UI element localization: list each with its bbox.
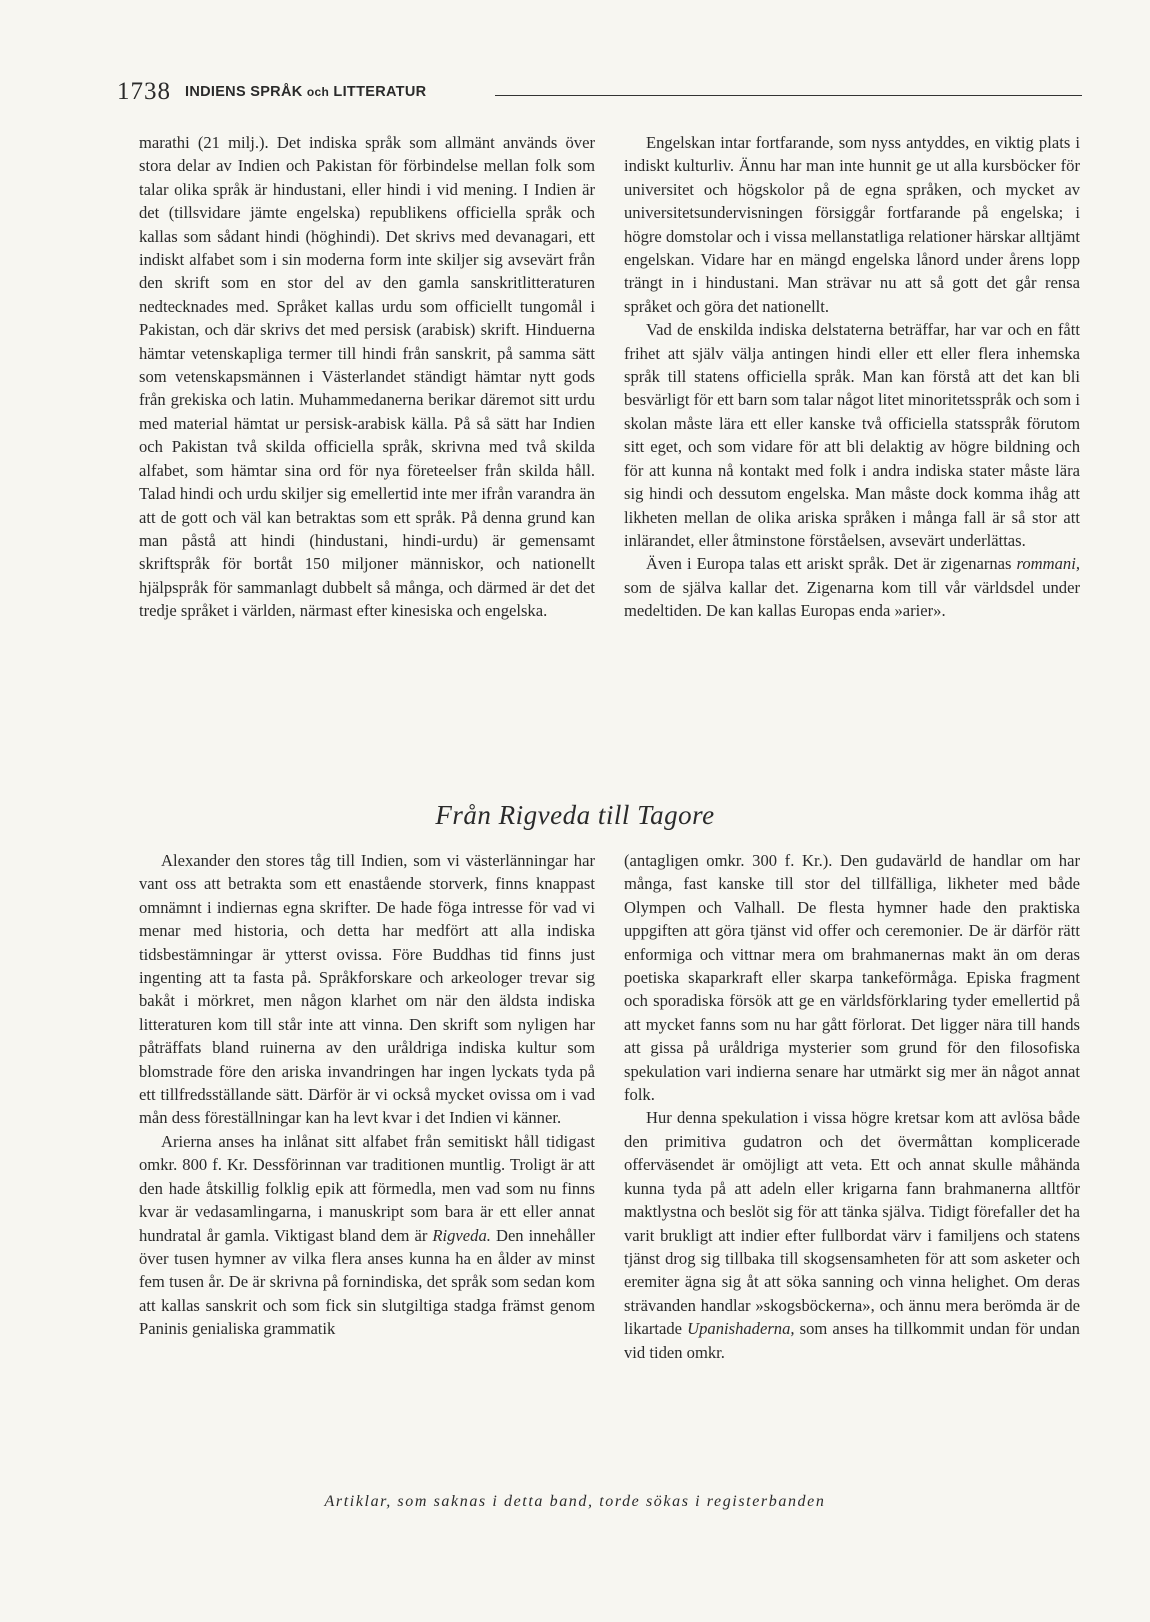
page-footer-note: Artiklar, som saknas i detta band, torde sökas i registerbanden <box>324 1493 826 1510</box>
text-run: Även i Europa talas ett ariskt språk. Det är zigenarnas <box>646 554 1017 574</box>
italic-term: Upanishaderna, <box>687 1319 795 1339</box>
paragraph: Alexander den stores tåg till Indien, som vi västerlänningar har vant oss att betrakta som ett enastående storverk, finns knappast omnämnt i indiernas egna skrifter. De hade föga intresse för vad vi menar med historia, och detta har medfört att alla indiska tidsbestämningar är ytterst ovissa. Före Buddhas tid finns just ingenting att ta fasta på. Språkforskare och arkeologer trevar sig bakåt i mörkret, men någon klarhet om när den äldsta indiska litteraturen kom till står inte att vinna. Den skrift som nyligen har påträffats bland ruinerna av den uråldriga indiska kultur som blomstrade före den ariska invandringen har ingen lyckats tyda på ett tillfredsställande sätt. Därför är vi också mycket ovissa om i vad mån dess föreställningar kan ha levt kvar i det Indien vi känner. <box>139 851 595 1128</box>
running-title-part2: och <box>306 85 330 99</box>
italic-term: rommani, <box>1016 554 1080 574</box>
running-title <box>185 84 426 100</box>
paragraph <box>624 552 1080 622</box>
lower-right-column <box>624 849 1080 1364</box>
running-title-part1: INDIENS SPRÅK <box>185 84 303 100</box>
paragraph: Engelskan intar fortfarande, som nyss antyddes, en viktig plats i indiskt kulturliv. Ännu har man inte hunnit ge ut alla kursböcker för universitet och högskolor på de egna språken, och mycket av universitetsundervisningen försiggår fortfarande på engelska; i högre domstolar och i vissa mellanstatliga relationer härskar alltjämt engelskan. Vidare har en mängd engelska lånord under årens lopp trängt in i hindustani. Man strävar nu att så gott det går rensa språket och göra det nationellt. <box>624 133 1080 316</box>
paragraph: marathi (21 milj.). Det indiska språk som allmänt används över stora delar av Indien och Pakistan för förbindelse mellan folk som talar olika språk är hindustani, eller hindi i vid mening. I Indien är det (tillsvidare jämte engelska) republikens officiella språk och kallas som sådant hindi (höghindi). Det skrivs med devanagari, ett indiskt alfabet som i sin moderna form inte skiljer sig avsevärt från den skrift som en stor del av den gamla sanskritlitteraturen nedtecknades med. Språket kallas urdu som officiellt tungomål i Pakistan, och där skrivs det med persisk (arabisk) skrift. Hinduerna hämtar vetenskapliga termer till hindi från sanskrit, på samma sätt som vetenskapsmännen i Västerlandet ständigt hämtar nytt gods från grekiska och latin. Muhammedanerna berikar däremot sitt urdu med material hämtat ur persisk-arabisk källa. På så sätt har Indien och Pakistan två skilda officiella språk, skrivna med två skilda alfabet, som hämtar sina ord för nya företeelser från skilda håll. Talad hindi och urdu skiljer sig emellertid inte mer ifrån varandra än att de gott och väl kan betraktas som ett språk. På denna grund kan man påstå att hindi (hindustani, hindi-urdu) är gemensamt skriftspråk för bortåt 150 miljoner människor, och nationellt hjälpspråk för sammanlagt dubbelt så många, och därmed är det det tredje språket i världen, närmast efter kinesiska och engelska. <box>139 133 595 621</box>
upper-left-column <box>139 131 595 623</box>
lower-left-column <box>139 849 595 1341</box>
running-title-part3: LITTERATUR <box>333 84 427 100</box>
italic-term: Rigveda. <box>432 1225 491 1245</box>
text-run: som anses ha tillkommit undan för undan vid tiden omkr. <box>624 1319 1080 1362</box>
paragraph: Vad de enskilda indiska delstaterna beträffar, har var och en fått frihet att själv välja antingen hindi eller ett eller flera inhemska språk till statens officiella språk. Man kan förstå att det kan bli besvärligt för ett barn som talar något litet minoritetsspråk och som i skolan måste lära ett eller kanske två officiella statsspråk förutom sitt eget, och som vidare för att bli delaktig av högre bildning och för att kunna nå kontakt med folk i andra indiska stater måste lära sig hindi och dessutom engelska. Man måste dock komma ihåg att likheten mellan de olika ariska språken i många fall är så stor att inlärandet, eller åtminstone förståelsen, avsevärt underlättas. <box>624 320 1080 550</box>
upper-right-column <box>624 131 1080 623</box>
text-run: Arierna anses ha inlånat sitt alfabet från semitiskt håll tidigast omkr. 800 f. Kr. Dessförinnan var traditionen muntlig. Troligt är att den hade åtskillig folklig epik att förmedla, men vad som nu finns kvar är vedasamlingarna, i manuskript som bara är ett eller annat hundratal år gamla. Viktigast bland dem är <box>139 1131 595 1245</box>
paragraph <box>139 1130 595 1341</box>
page-number: 1738 <box>117 78 171 105</box>
section-title: Från Rigveda till Tagore <box>435 800 715 830</box>
text-run: Hur denna spekulation i vissa högre kretsar kom att avlösa både den primitiva gudatron och det övermåttan komplicerade offerväsendet är omöjligt att veta. Ett och annat skulle måhända kunna tyda på att adeln eller krigarna fann brahmanerna alltför maktlystna och beslöt sig för att tänka själva. Tidigt förefaller det ha varit brukligt att indier efter fullbordat värv i familjens och statens tjänst drog sig tillbaka till skogsensamheten för att som asketer och eremiter ägna sig åt att söka sanning och vinna helighet. Om deras strävanden handlar »skogsböckerna», och ännu mera berömda är de likartade <box>624 1108 1080 1339</box>
header-rule <box>495 95 1082 96</box>
text-run: som de själva kallar det. Zigenarna kom till vår världsdel under medeltiden. De kan kallas Europas enda »arier». <box>624 577 1080 621</box>
paragraph: (antagligen omkr. 300 f. Kr.). Den gudavärld de handlar om har många, fast kanske till stor del tillfälliga, likheter med både Olympen och Valhall. De flesta hymner hade den praktiska uppgiften att göra tjänst vid offer och ceremonier. De är därför rätt enformiga och vittnar mera om brahmanernas makt än om deras poetiska skaparkraft eller skarpa tankeförmåga. Episka fragment och sporadiska försök att ge en världsförklaring tyder emellertid på att mycket fanns som nu har gått förlorat. Det ligger nära till hands att gissa på uråldriga mysterier som grund för den filosofiska spekulation vari indierna senare har utmärkt sig mer än något annat folk. <box>624 851 1080 1105</box>
page-header <box>117 78 1082 108</box>
paragraph <box>624 1106 1080 1363</box>
text-run: Den innehåller över tusen hymner av vilka flera anses kunna ha en ålder av minst fem tusen år. De är skrivna på fornindiska, det språk som sedan kom att kallas sanskrit och som fick sin slutgiltiga stadga främst genom Paninis genialiska grammatik <box>139 1225 595 1339</box>
